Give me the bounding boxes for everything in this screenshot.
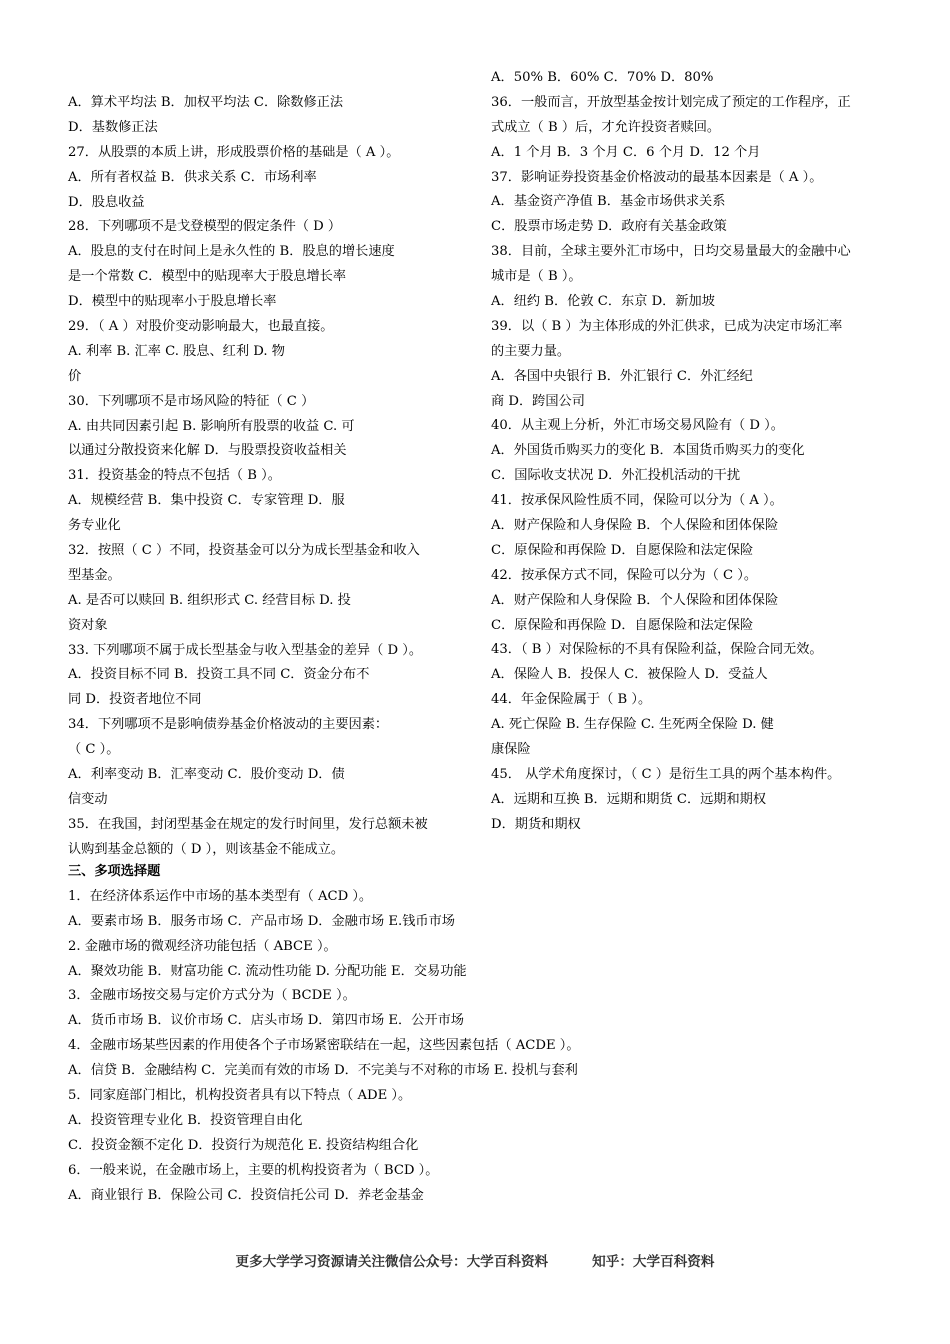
text-line: A．利率变动 B．汇率变动 C．股价变动 D．债: [68, 767, 345, 783]
right-question-column: [491, 66, 883, 838]
text-line: D．股息收益: [68, 194, 145, 210]
text-line: A．货币市场 B．议价市场 C．店头市场 D．第四市场 E．公开市场: [68, 1013, 464, 1029]
text-line: 29．（ A ）对股价变动影响最大，也最直接。: [68, 319, 334, 335]
text-line: C．股票市场走势 D．政府有关基金政策: [491, 219, 727, 235]
text-line: 的主要力量。: [491, 343, 571, 359]
text-line: A．纽约 B．伦敦 C．东京 D．新加坡: [491, 294, 715, 310]
text-line: A．股息的支付在时间上是永久性的 B．股息的增长速度: [68, 244, 395, 260]
multiple-choice-lines: [68, 885, 888, 1209]
text-line: D．模型中的贴现率小于股息增长率: [68, 294, 277, 310]
text-line: 45． 从学术角度探讨，（ C ）是衍生工具的两个基本构件。: [491, 766, 841, 782]
text-line: A. 死亡保险 B. 生存保险 C. 生死两全保险 D. 健: [491, 717, 774, 733]
text-line: A．商业银行 B．保险公司 C．投资信托公司 D．养老金基金: [68, 1187, 424, 1203]
text-line: 5．同家庭部门相比，机构投资者具有以下特点（ ADE ）。: [68, 1088, 412, 1104]
footer-zhihu-text: 知乎：大学百科资料: [592, 1254, 715, 1270]
text-line: A. 由共同因素引起 B. 影响所有股票的收益 C. 可: [68, 418, 355, 434]
text-line: A．1 个月 B．3 个月 C．6 个月 D．12 个月: [491, 144, 761, 160]
text-line: 资对象: [68, 617, 108, 633]
left-question-column: [68, 91, 460, 863]
text-line: 36．一般而言，开放型基金按计划完成了预定的工作程序，正: [491, 94, 851, 110]
text-line: 2. 金融市场的微观经济功能包括（ ABCE ）。: [68, 938, 337, 954]
text-line: 44．年金保险属于（ B ）。: [491, 692, 652, 708]
text-line: A．投资管理专业化 B．投资管理自由化: [68, 1112, 303, 1128]
text-line: C．国际收支状况 D．外汇投机活动的干扰: [491, 468, 741, 484]
text-line: 同 D．投资者地位不同: [68, 692, 202, 708]
text-line: 35．在我国，封闭型基金在规定的发行时间里，发行总额未被: [68, 816, 428, 832]
text-line: C．投资金额不定化 D．投资行为规范化 E. 投资结构组合化: [68, 1137, 419, 1153]
text-line: A．远期和互换 B．远期和期货 C．远期和期权: [491, 791, 767, 807]
text-line: 32．按照（ C ）不同，投资基金可以分为成长型基金和收入: [68, 543, 420, 559]
text-line: A．投资目标不同 B．投资工具不同 C．资金分布不: [68, 667, 370, 683]
text-line: 式成立（ B ）后，才允许投资者赎回。: [491, 119, 721, 135]
text-line: 城市是（ B ）。: [491, 269, 582, 285]
text-line: A．保险人 B．投保人 C．被保险人 D．受益人: [491, 667, 768, 683]
text-line: A．财产保险和人身保险 B．个人保险和团体保险: [491, 518, 779, 534]
text-line: 37．影响证券投资基金价格波动的最基本因素是（ A ）。: [491, 169, 823, 185]
text-line: 34．下列哪项不是影响债券基金价格波动的主要因素：: [68, 717, 389, 733]
section-heading: 三、多项选择题: [68, 864, 161, 879]
text-line: A．财产保险和人身保险 B．个人保险和团体保险: [491, 592, 779, 608]
text-line: A．要素市场 B．服务市场 C．产品市场 D．金融市场 E.钱币市场: [68, 913, 455, 929]
text-line: A．规模经营 B．集中投资 C．专家管理 D．服: [68, 493, 345, 509]
footer-wechat-text: 更多大学学习资源请关注微信公众号：大学百科资料: [235, 1254, 549, 1270]
text-line: （ C ）。: [68, 742, 120, 758]
text-line: 4．金融市场某些因素的作用使各个子市场紧密联结在一起，这些因素包括（ ACDE ）。: [68, 1038, 580, 1054]
text-line: 认购到基金总额的（ D ），则该基金不能成立。: [68, 841, 345, 857]
text-line: 信变动: [68, 791, 108, 807]
text-line: 型基金。: [68, 567, 121, 583]
text-line: 31．投资基金的特点不包括（ B ）。: [68, 468, 281, 484]
text-line: 商 D．跨国公司: [491, 393, 585, 409]
text-line: 以通过分散投资来化解 D．与股票投资收益相关: [68, 443, 347, 459]
text-line: A. 是否可以赎回 B. 组织形式 C. 经营目标 D. 投: [68, 592, 351, 608]
text-line: 39．以（ B ）为主体形成的外汇供求，已成为决定市场汇率: [491, 318, 843, 334]
text-line: A．各国中央银行 B．外汇银行 C．外汇经纪: [491, 368, 753, 384]
page-footer: [0, 1250, 950, 1270]
text-line: 41．按承保风险性质不同，保险可以分为（ A ）。: [491, 493, 783, 509]
text-line: 33. 下列哪项不属于成长型基金与收入型基金的差异（ D ）。: [68, 642, 423, 658]
multiple-choice-section: [68, 860, 888, 1208]
text-line: 38．目前，全球主要外汇市场中，日均交易量最大的金融中心: [491, 244, 851, 260]
text-line: 28．下列哪项不是戈登模型的假定条件（ D ）: [68, 219, 342, 235]
text-line: A．基金资产净值 B．基金市场供求关系: [491, 194, 726, 210]
text-line: 3．金融市场按交易与定价方式分为（ BCDE ）。: [68, 988, 356, 1004]
text-line: 43．（ B ）对保险标的不具有保险利益，保险合同无效。: [491, 642, 823, 658]
text-line: 务专业化: [68, 518, 121, 534]
text-line: 27．从股票的本质上讲，形成股票价格的基础是（ A ）。: [68, 144, 400, 160]
text-line: 是一个常数 C．模型中的贴现率大于股息增长率: [68, 269, 347, 285]
text-line: C．原保险和再保险 D．自愿保险和法定保险: [491, 617, 754, 633]
text-line: 康保险: [491, 742, 531, 758]
text-line: 6．一般来说，在金融市场上，主要的机构投资者为（ BCD ）。: [68, 1162, 439, 1178]
text-line: A．50% B．60% C．70% D．80%: [491, 70, 714, 85]
text-line: A．外国货币购买力的变化 B．本国货币购买力的变化: [491, 443, 805, 459]
text-line: D．期货和期权: [491, 816, 581, 832]
text-line: 1．在经济体系运作中市场的基本类型有（ ACD ）。: [68, 888, 373, 904]
text-line: C．原保险和再保险 D．自愿保险和法定保险: [491, 542, 754, 558]
text-line: A．信贷 B．金融结构 C．完美而有效的市场 D．不完美与不对称的市场 E. 投机与套利: [68, 1063, 578, 1079]
text-line: A. 利率 B. 汇率 C. 股息、红利 D. 物: [68, 343, 285, 359]
text-line: A．所有者权益 B．供求关系 C．市场利率: [68, 169, 317, 185]
text-line: 42．按承保方式不同，保险可以分为（ C ）。: [491, 567, 758, 583]
text-line: 30．下列哪项不是市场风险的特征（ C ）: [68, 393, 315, 409]
text-line: 价: [68, 368, 82, 384]
text-line: D．基数修正法: [68, 119, 158, 135]
text-line: 40．从主观上分析，外汇市场交易风险有（ D ）。: [491, 418, 784, 434]
text-line: A．算术平均法 B．加权平均法 C．除数修正法: [68, 95, 344, 110]
text-line: A．聚效功能 B．财富功能 C. 流动性功能 D. 分配功能 E．交易功能: [68, 963, 467, 979]
